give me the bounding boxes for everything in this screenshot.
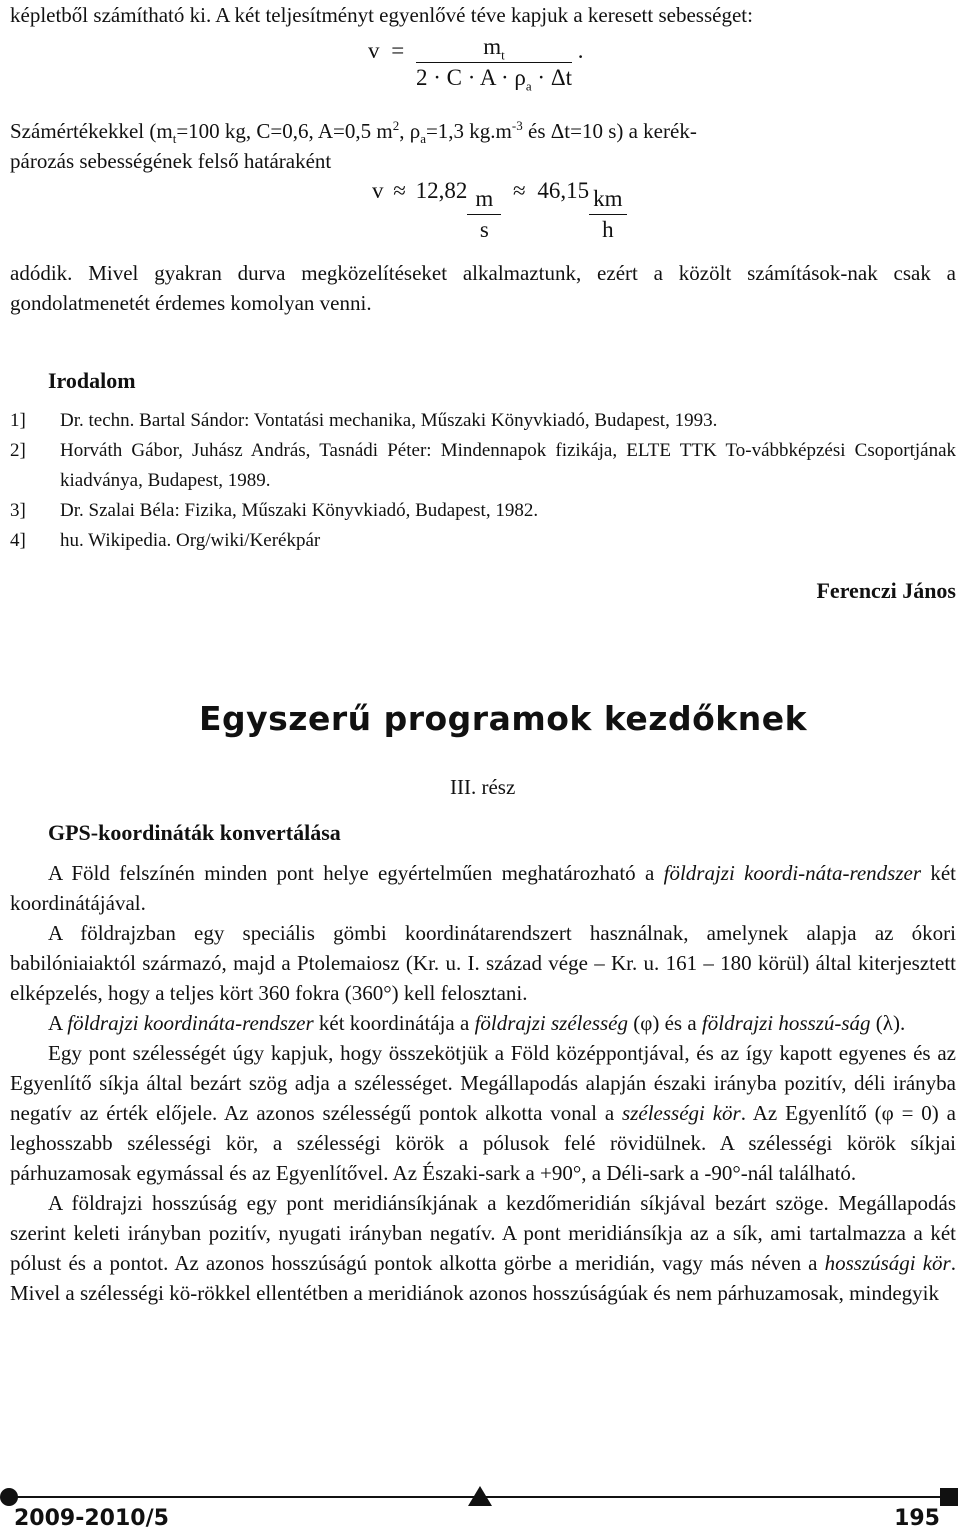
unit-s: s	[479, 217, 489, 242]
values-rho: ρ	[409, 119, 421, 143]
den-a: A	[479, 65, 496, 90]
values-sub-3: a	[420, 131, 426, 147]
page-footer	[0, 1488, 960, 1534]
unit-km: km	[589, 184, 626, 215]
italic-term: szélességi kör	[622, 1101, 741, 1125]
reference-number: 3]	[10, 500, 26, 521]
values-text-6: t=10 s) a kerék-	[564, 119, 697, 143]
text-run: . Mivel a szélességi kö-rökkel ellentétben a meridiánok azonos hosszúságúak és nem párhuzamosak, mindegyik	[10, 1251, 956, 1305]
article-paragraph	[10, 1038, 956, 1188]
article-paragraph	[10, 858, 956, 918]
text-run: két koordinátájával.	[10, 861, 956, 915]
article-subheading: GPS-koordináták konvertálása	[48, 820, 341, 845]
den-rho: ρ	[514, 65, 526, 90]
speed-result-formula	[372, 178, 627, 245]
den-c: C	[446, 65, 462, 90]
velocity-formula	[368, 32, 584, 93]
reference-number: 4]	[10, 530, 26, 551]
text-run: . Az Egyenlítő (φ = 0) a leghosszabb szélességi kör, a szélességi körök a pólusok felé rövidülnek. A szélességi körök síkjai párhuzamosak egymással és az Egyenlítővel. Az Északi-sark a +90°, a Déli-sark a -90°-nál található.	[10, 1101, 957, 1185]
formula-denominator: $2 \cdot C \cdot A \cdot \rho_a \cdot \Delta t$	[415, 65, 573, 94]
text-run: A	[48, 1011, 68, 1035]
intro-line: képletből számítható ki. A két teljesítményt egyenlővé téve kapjuk a keresett sebességet:	[10, 3, 753, 27]
reference-item	[10, 526, 956, 556]
den-2: 2	[415, 65, 428, 90]
references-heading: Irodalom	[48, 368, 136, 393]
article-paragraph	[10, 1188, 956, 1308]
values-text-1: Számértékekkel (m	[10, 119, 173, 143]
values-text-5: és	[522, 119, 551, 143]
values-text-2: =100 kg, C=0,6, A=0,5 m	[176, 119, 393, 143]
text-run: (λ).	[870, 1011, 906, 1035]
numerator-sub: t	[501, 47, 505, 63]
text-run: két koordinátája a	[313, 1011, 475, 1035]
den-delta-t: Δt	[550, 65, 573, 90]
text-run: A Föld felszínén minden pont helye egyértelműen meghatározható a	[48, 861, 664, 885]
values-sup-4: -3	[511, 118, 523, 133]
values-delta: Δ	[550, 119, 565, 143]
paragraph-after-formula: adódik. Mivel gyakran durva megközelítéseket alkalmaztunk, ezért a közölt számítások-nak csak a gondolatmenetét érdemes komolyan venni.	[10, 261, 956, 315]
article-paragraph: A földrajzban egy speciális gömbi koordinátarendszert használnak, amelynek alapja az ókori babilóniaiaktól származó, majd a Ptolemaiosz (Kr. u. I. század vége – Kr. u. 161 – 180 körül) által kiterjesztett elképzelés, hogy a teljes kört 360 fokra (360°) kell felosztani.	[10, 921, 956, 1005]
result-value-kmh: 46,15	[537, 178, 590, 203]
article-title: Egyszerű programok kezdőknek	[198, 699, 808, 738]
values-paragraph	[10, 116, 956, 146]
reference-text: hu. Wikipedia. Org/wiki/Kerékpár	[60, 530, 321, 551]
unit-m: m	[467, 184, 501, 215]
formula-numerator	[416, 32, 572, 63]
article-body	[10, 858, 956, 1308]
text-run: A földrajzi hosszúság egy pont meridiánsíkjának a kezdőmeridián síkjával bezárt szöge. Megállapodás szerint keleti irányban pozitív, nyugati irányban negatív. A pont meridiánsíkja az a sík, ami tartalmazza a két pólust és a pontot. Az azonos hosszúságú pontok alkotta görbe a meridián, vagy más néven a	[10, 1191, 956, 1275]
unit-km-per-h	[589, 184, 626, 245]
numerator-m: m	[483, 34, 502, 59]
italic-term: földrajzi hosszú-ság	[701, 1011, 871, 1035]
italic-term: hosszúsági kör	[824, 1251, 951, 1275]
reference-number: 1]	[10, 410, 26, 431]
result-approx-1: ≈	[393, 178, 406, 203]
formula-lhs: v	[368, 38, 380, 63]
reference-text: Dr. techn. Bartal Sándor: Vontatási mechanika, Műszaki Könyvkiadó, Budapest, 1993.	[60, 410, 718, 431]
result-approx-2: ≈	[513, 178, 526, 203]
unit-h: h	[602, 217, 614, 242]
article-part: III. rész	[450, 775, 516, 799]
result-lhs: v	[372, 178, 384, 203]
formula-end: .	[577, 38, 584, 63]
reference-text: Dr. Szalai Béla: Fizika, Műszaki Könyvkiadó, Budapest, 1982.	[60, 500, 539, 521]
values-sup-2: 2	[392, 118, 400, 133]
author-name: Ferenczi János	[816, 578, 956, 603]
unit-m-per-s	[467, 184, 501, 245]
references-list	[10, 406, 956, 556]
den-rho-sub: a	[525, 78, 532, 94]
article-paragraph	[10, 1008, 956, 1038]
values-sub-1: t	[172, 131, 177, 147]
values-text-4: =1,3 kg.m	[425, 119, 512, 143]
reference-item	[10, 436, 956, 496]
reference-number: 2]	[10, 440, 26, 461]
result-value-ms: 12,82	[415, 178, 468, 203]
issue-number: 2009-2010/5	[14, 1506, 169, 1531]
reference-text: Horváth Gábor, Juhász András, Tasnádi Péter: Mindennapok fizikája, ELTE TTK To-vábbképzési Csoportjának kiadványa, Budapest, 1989.	[60, 440, 956, 491]
reference-item	[10, 496, 956, 526]
italic-term: földrajzi szélesség	[474, 1011, 628, 1035]
page-number: 195	[894, 1506, 940, 1531]
italic-term: földrajzi koordináta-rendszer	[67, 1011, 314, 1035]
italic-term: földrajzi koordi-náta-rendszer	[663, 861, 922, 885]
values-text-3: ,	[399, 119, 410, 143]
formula-eq: =	[391, 38, 405, 63]
text-run: Egy pont szélességét úgy kapjuk, hogy összekötjük a Föld középpontjával, és az így kapott egyenes és az Egyenlítő síkja által bezárt szög adja a szélességet. Megállapodás alapján északi irányba pozitív, déli irányba negatív az érték előjele. Az azonos szélességű pontok alkotta vonal a	[10, 1041, 956, 1125]
formula-fraction	[416, 32, 572, 93]
values-paragraph-line2: pározás sebességének felső határaként	[10, 149, 332, 173]
triangle-ornament-icon	[468, 1486, 492, 1506]
reference-item	[10, 406, 956, 436]
text-run: (φ) és a	[628, 1011, 702, 1035]
square-ornament-icon	[940, 1488, 958, 1506]
